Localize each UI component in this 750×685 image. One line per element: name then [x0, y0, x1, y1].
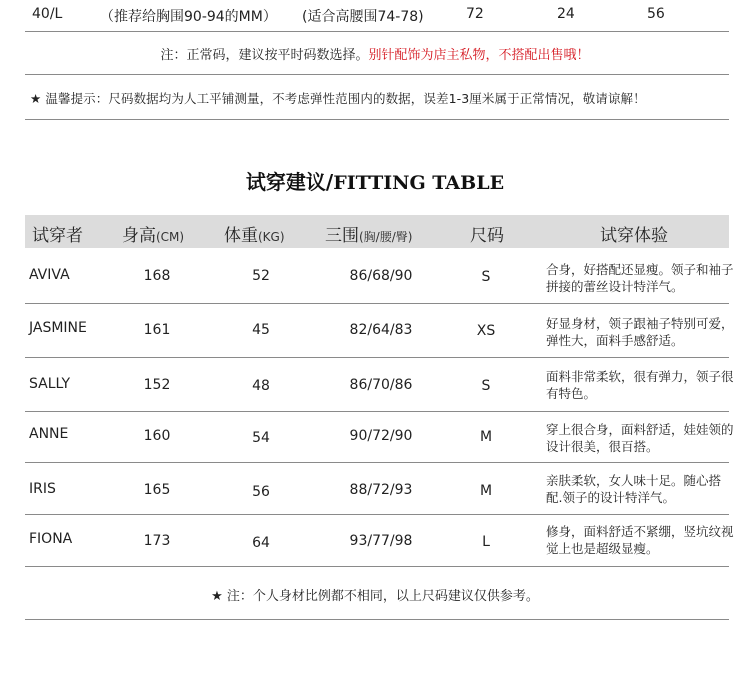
model-weight: 48 [252, 378, 270, 394]
fitting-experience: 亲肤柔软，女人味十足。随心搭配.领子的设计特洋气。 [546, 473, 722, 505]
model-height: 152 [143, 377, 171, 393]
model-name: AVIVA [29, 267, 70, 283]
model-name: SALLY [29, 376, 71, 392]
fitting-experience: 合身，好搭配还显瘦。领子和袖子拼接的蕾丝设计特洋气。 [546, 262, 734, 294]
model-height: 161 [143, 322, 171, 338]
title-en: FITTING TABLE [333, 172, 505, 194]
size-value-2: 24 [557, 6, 575, 22]
waist-recommendation: (适合高腰围74-78) [302, 9, 424, 25]
model-name: JASMINE [29, 320, 87, 336]
footer-note: ★ 注：个人身材比例都不相同，以上尺码建议仅供参考。 [211, 589, 539, 604]
model-name: FIONA [29, 531, 73, 547]
model-measurements: 88/72/93 [349, 482, 413, 498]
size-value-1: 72 [466, 6, 484, 22]
model-size: XS [476, 323, 496, 339]
header-model: 试穿者 [32, 226, 83, 246]
model-name: ANNE [29, 426, 69, 442]
model-size: S [481, 378, 491, 394]
row-divider [25, 303, 729, 304]
chest-recommendation: （推荐给胸围90-94的MM） [100, 9, 277, 25]
measurement-tip: ★ 温馨提示：尺码数据均为人工平铺测量，不考虑弹性范围内的数据，误差1-3厘米属于正常情况，敬请谅解！ [30, 91, 646, 106]
divider [25, 74, 729, 75]
header-measurements: 三围(胸/腰/臀) [325, 226, 413, 246]
model-height: 173 [143, 533, 171, 549]
model-measurements: 86/68/90 [349, 268, 413, 284]
size-label: 40/L [32, 6, 63, 22]
model-weight: 56 [252, 484, 270, 500]
model-measurements: 90/72/90 [349, 428, 413, 444]
model-weight: 45 [252, 322, 270, 338]
header-size: 尺码 [470, 226, 504, 246]
title-cn: 试穿建议/ [245, 170, 334, 194]
model-size: M [479, 429, 493, 445]
fitting-table-title [0, 166, 750, 195]
size-value-3: 56 [647, 6, 665, 22]
divider [25, 619, 729, 620]
model-size: S [481, 269, 491, 285]
model-weight: 52 [252, 268, 270, 284]
model-height: 160 [143, 428, 171, 444]
fitting-experience: 面料非常柔软，很有弹力，领子很有特色。 [546, 369, 734, 401]
divider [25, 119, 729, 120]
model-measurements: 86/70/86 [349, 377, 413, 393]
model-size: L [482, 534, 490, 550]
model-size: M [479, 483, 493, 499]
header-experience: 试穿体验 [600, 226, 668, 246]
size-note [0, 44, 750, 63]
fitting-experience: 修身，面料舒适不紧绷，竖坑纹视觉上也是超级显瘦。 [546, 524, 734, 556]
model-weight: 64 [252, 535, 270, 551]
model-height: 168 [143, 268, 171, 284]
row-divider [25, 357, 729, 358]
model-height: 165 [143, 482, 171, 498]
model-weight: 54 [252, 430, 270, 446]
divider [25, 31, 729, 32]
model-measurements: 93/77/98 [349, 533, 413, 549]
row-divider [25, 411, 729, 412]
header-height: 身高(CM) [122, 226, 185, 246]
model-measurements: 82/64/83 [349, 322, 413, 338]
size-note-red: 别针配饰为店主私物，不搭配出售哦！ [368, 48, 590, 63]
model-name: IRIS [29, 481, 56, 497]
row-divider [25, 514, 729, 515]
fitting-experience: 穿上很合身，面料舒适，娃娃领的设计很美，很百搭。 [546, 422, 734, 454]
row-divider [25, 566, 729, 567]
header-weight: 体重(KG) [224, 226, 285, 246]
size-note-normal: 注：正常码，建议按平时码数选择。 [160, 48, 369, 63]
row-divider [25, 462, 729, 463]
fitting-experience: 好显身材，领子跟袖子特别可爱，弹性大，面料手感舒适。 [546, 316, 734, 348]
